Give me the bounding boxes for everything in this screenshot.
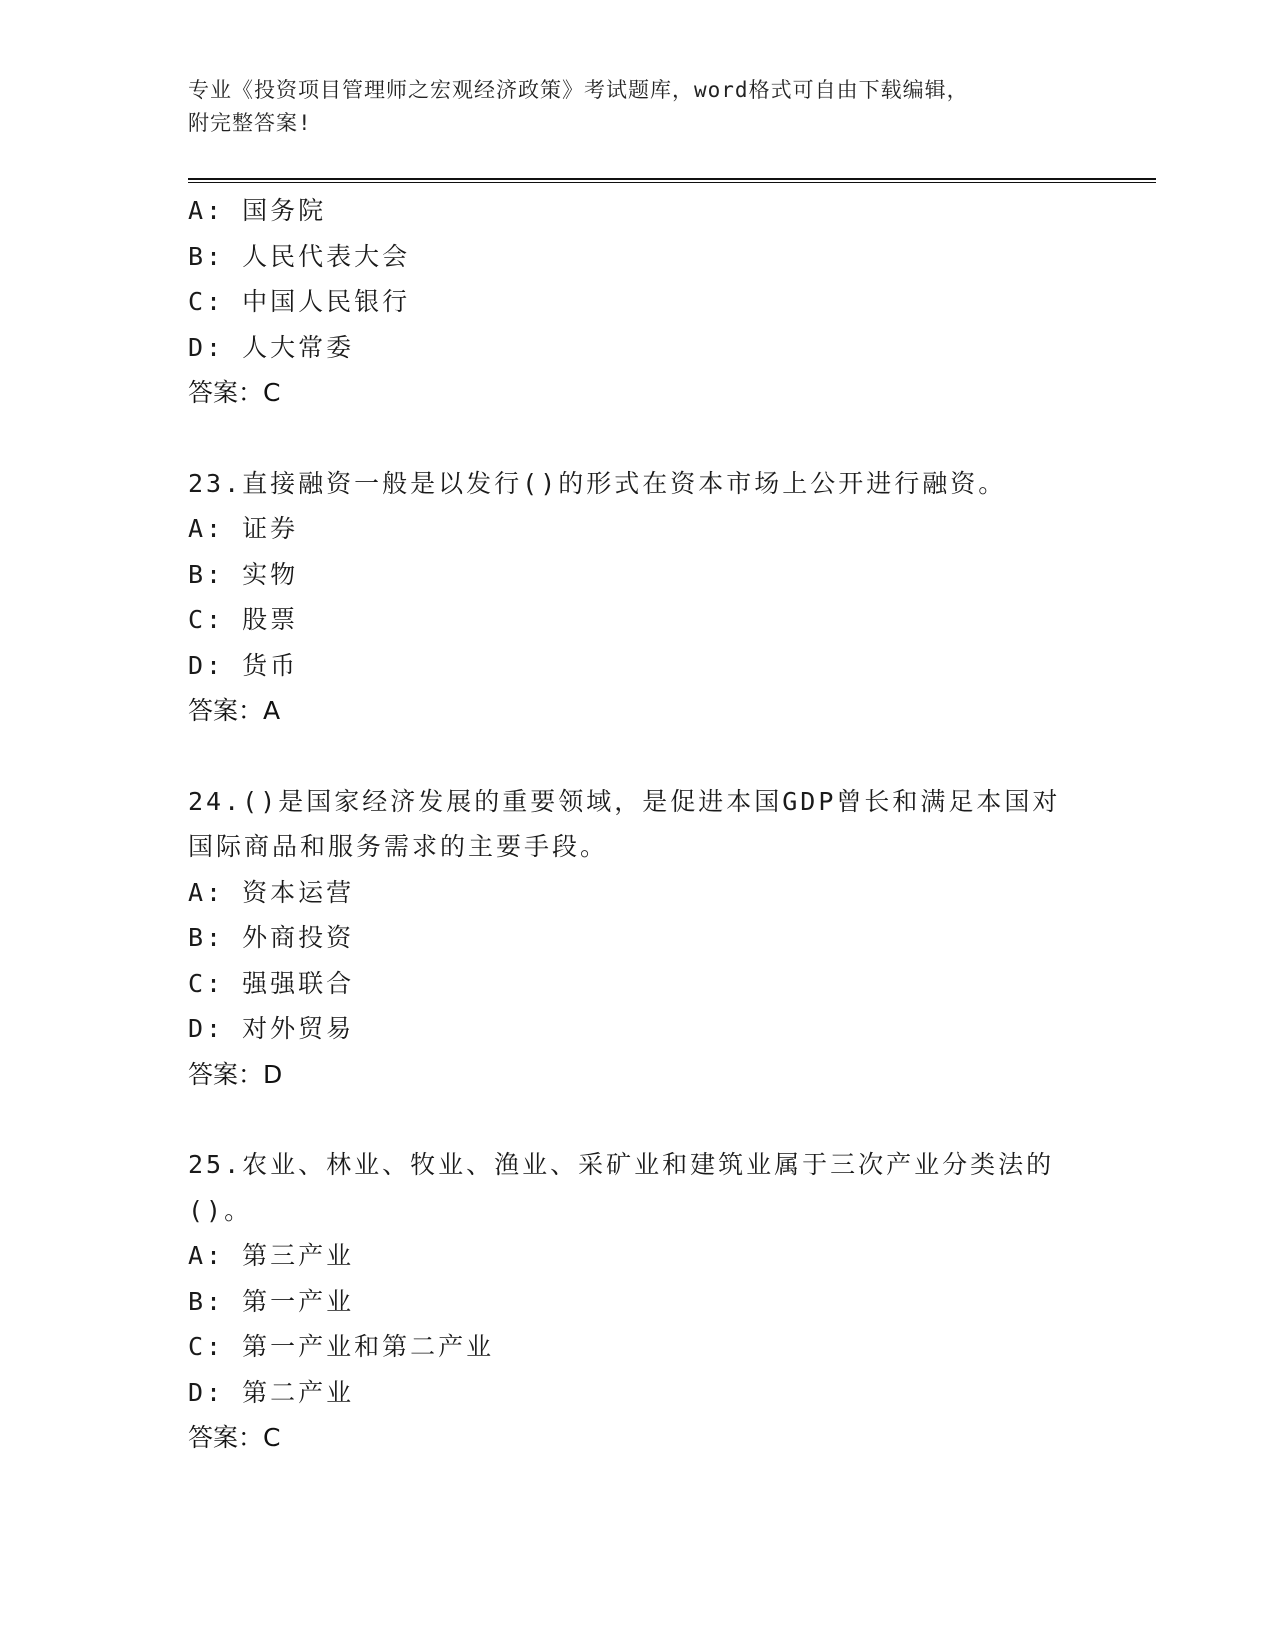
answer-line: 答案：C [188, 378, 281, 407]
divider-thin-line [188, 182, 1156, 183]
option-a: A: 证券 [188, 514, 299, 543]
spacer [188, 1097, 1088, 1142]
document-header [188, 74, 1088, 140]
answer-line: 答案：C [188, 1423, 281, 1452]
header-line-2: 附完整答案! [188, 111, 312, 135]
option-c: C: 强强联合 [188, 968, 355, 998]
option-d: D: 货币 [188, 650, 299, 680]
question-stem-line-2: 国际商品和服务需求的主要手段。 [188, 832, 609, 861]
header-divider [188, 178, 1156, 184]
question-stem-line-1: 24.()是国家经济发展的重要领域，是促进本国GDP曾长和满足本国对 [188, 786, 1061, 816]
option-c: C: 第一产业和第二产业 [188, 1332, 495, 1361]
divider-thick-line [188, 178, 1156, 180]
question-stem-line-1: 25.农业、林业、牧业、渔业、采矿业和建筑业属于三次产业分类法的 [188, 1150, 1055, 1179]
option-b: B: 第一产业 [188, 1286, 355, 1316]
option-b: B: 实物 [188, 559, 299, 589]
header-line-1: 专业《投资项目管理师之宏观经济政策》考试题库，word格式可自由下载编辑， [188, 78, 969, 102]
option-b: B: 人民代表大会 [188, 241, 411, 271]
option-c: C: 股票 [188, 605, 299, 634]
question-22 [188, 188, 1088, 416]
option-b: B: 外商投资 [188, 923, 355, 952]
option-d: D: 人大常委 [188, 332, 355, 362]
option-d: D: 对外贸易 [188, 1014, 355, 1043]
question-23 [188, 461, 1088, 734]
option-c: C: 中国人民银行 [188, 287, 411, 316]
question-25 [188, 1142, 1088, 1461]
spacer [188, 416, 1088, 461]
option-a: A: 国务院 [188, 196, 327, 225]
option-d: D: 第二产业 [188, 1377, 355, 1407]
option-a: A: 第三产业 [188, 1241, 355, 1270]
answer-line: 答案：D [188, 1059, 283, 1089]
question-24 [188, 779, 1088, 1098]
spacer [188, 734, 1088, 779]
option-a: A: 资本运营 [188, 877, 355, 907]
question-stem-line-2: ()。 [188, 1195, 253, 1225]
question-list [188, 188, 1088, 1461]
answer-line: 答案：A [188, 696, 281, 725]
question-stem: 23.直接融资一般是以发行()的形式在资本市场上公开进行融资。 [188, 468, 1007, 498]
